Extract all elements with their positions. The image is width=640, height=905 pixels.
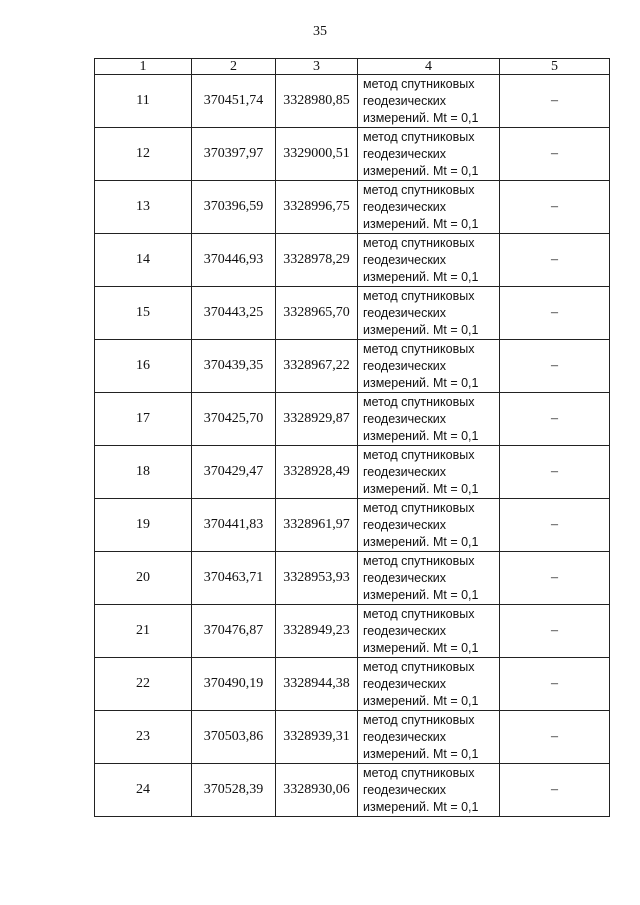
method-line: измерений. Mt = 0,1 [363, 640, 479, 655]
point-cell: 18 [95, 446, 192, 499]
note-cell: – [500, 75, 610, 128]
point-cell: 22 [95, 658, 192, 711]
x-coordinate-cell: 370446,93 [192, 234, 276, 287]
y-coordinate-cell: 3328928,49 [276, 446, 358, 499]
method-line: измерений. Mt = 0,1 [363, 693, 479, 708]
method-line: измерений. Mt = 0,1 [363, 746, 479, 761]
method-line: метод спутниковых [363, 76, 475, 91]
method-line: метод спутниковых [363, 500, 475, 515]
method-cell [358, 552, 500, 605]
method-cell [358, 181, 500, 234]
method-line: геодезических [363, 252, 447, 267]
y-coordinate-cell: 3329000,51 [276, 128, 358, 181]
point-cell: 16 [95, 340, 192, 393]
note-cell: – [500, 764, 610, 817]
y-coordinate-cell: 3328929,87 [276, 393, 358, 446]
method-line: метод спутниковых [363, 765, 475, 780]
coordinates-table [94, 58, 610, 817]
header-col-5: 5 [500, 59, 610, 75]
method-line: геодезических [363, 305, 447, 320]
note-cell: – [500, 393, 610, 446]
point-cell: 24 [95, 764, 192, 817]
y-coordinate-cell: 3328944,38 [276, 658, 358, 711]
method-line: геодезических [363, 146, 447, 161]
table-row [95, 234, 610, 287]
method-line: измерений. Mt = 0,1 [363, 428, 479, 443]
x-coordinate-cell: 370528,39 [192, 764, 276, 817]
method-cell [358, 446, 500, 499]
method-line: геодезических [363, 729, 447, 744]
table-row [95, 552, 610, 605]
method-line: метод спутниковых [363, 606, 475, 621]
method-line: геодезических [363, 570, 447, 585]
point-cell: 23 [95, 711, 192, 764]
method-cell [358, 75, 500, 128]
table-row [95, 711, 610, 764]
method-line: геодезических [363, 782, 447, 797]
method-line: метод спутниковых [363, 553, 475, 568]
method-line: геодезических [363, 93, 447, 108]
y-coordinate-cell: 3328967,22 [276, 340, 358, 393]
y-coordinate-cell: 3328930,06 [276, 764, 358, 817]
note-cell: – [500, 499, 610, 552]
y-coordinate-cell: 3328953,93 [276, 552, 358, 605]
method-line: геодезических [363, 411, 447, 426]
method-line: метод спутниковых [363, 129, 475, 144]
y-coordinate-cell: 3328965,70 [276, 287, 358, 340]
point-cell: 13 [95, 181, 192, 234]
y-coordinate-cell: 3328961,97 [276, 499, 358, 552]
table-row [95, 658, 610, 711]
point-cell: 19 [95, 499, 192, 552]
point-cell: 11 [95, 75, 192, 128]
method-line: геодезических [363, 358, 447, 373]
table-row [95, 764, 610, 817]
point-cell: 15 [95, 287, 192, 340]
note-cell: – [500, 181, 610, 234]
method-cell [358, 764, 500, 817]
method-line: метод спутниковых [363, 712, 475, 727]
note-cell: – [500, 287, 610, 340]
table-row [95, 128, 610, 181]
method-line: измерений. Mt = 0,1 [363, 587, 479, 602]
method-line: геодезических [363, 676, 447, 691]
note-cell: – [500, 711, 610, 764]
method-cell [358, 499, 500, 552]
point-cell: 20 [95, 552, 192, 605]
x-coordinate-cell: 370429,47 [192, 446, 276, 499]
method-cell [358, 287, 500, 340]
method-line: метод спутниковых [363, 394, 475, 409]
method-line: метод спутниковых [363, 182, 475, 197]
point-cell: 12 [95, 128, 192, 181]
table-row [95, 499, 610, 552]
method-line: измерений. Mt = 0,1 [363, 481, 479, 496]
x-coordinate-cell: 370503,86 [192, 711, 276, 764]
note-cell: – [500, 446, 610, 499]
method-line: метод спутниковых [363, 447, 475, 462]
method-line: измерений. Mt = 0,1 [363, 269, 479, 284]
x-coordinate-cell: 370476,87 [192, 605, 276, 658]
method-line: геодезических [363, 623, 447, 638]
point-cell: 14 [95, 234, 192, 287]
method-cell [358, 393, 500, 446]
table-row [95, 287, 610, 340]
method-cell [358, 340, 500, 393]
method-line: метод спутниковых [363, 341, 475, 356]
note-cell: – [500, 128, 610, 181]
table-row [95, 393, 610, 446]
note-cell: – [500, 234, 610, 287]
x-coordinate-cell: 370425,70 [192, 393, 276, 446]
table-body [95, 75, 610, 817]
page-number: 35 [313, 24, 327, 39]
point-cell: 21 [95, 605, 192, 658]
x-coordinate-cell: 370397,97 [192, 128, 276, 181]
y-coordinate-cell: 3328996,75 [276, 181, 358, 234]
method-cell [358, 711, 500, 764]
table-row [95, 181, 610, 234]
x-coordinate-cell: 370443,25 [192, 287, 276, 340]
method-line: метод спутниковых [363, 288, 475, 303]
method-cell [358, 128, 500, 181]
method-line: геодезических [363, 464, 447, 479]
header-col-3: 3 [276, 59, 358, 75]
note-cell: – [500, 605, 610, 658]
method-line: геодезических [363, 199, 447, 214]
point-cell: 17 [95, 393, 192, 446]
method-line: измерений. Mt = 0,1 [363, 216, 479, 231]
header-col-2: 2 [192, 59, 276, 75]
method-line: геодезических [363, 517, 447, 532]
note-cell: – [500, 658, 610, 711]
header-row [95, 59, 610, 75]
method-line: метод спутниковых [363, 235, 475, 250]
x-coordinate-cell: 370439,35 [192, 340, 276, 393]
y-coordinate-cell: 3328980,85 [276, 75, 358, 128]
note-cell: – [500, 552, 610, 605]
method-line: измерений. Mt = 0,1 [363, 534, 479, 549]
table-row [95, 340, 610, 393]
method-line: метод спутниковых [363, 659, 475, 674]
x-coordinate-cell: 370441,83 [192, 499, 276, 552]
x-coordinate-cell: 370490,19 [192, 658, 276, 711]
method-cell [358, 658, 500, 711]
x-coordinate-cell: 370451,74 [192, 75, 276, 128]
y-coordinate-cell: 3328949,23 [276, 605, 358, 658]
method-cell [358, 234, 500, 287]
method-line: измерений. Mt = 0,1 [363, 799, 479, 814]
method-line: измерений. Mt = 0,1 [363, 163, 479, 178]
y-coordinate-cell: 3328939,31 [276, 711, 358, 764]
y-coordinate-cell: 3328978,29 [276, 234, 358, 287]
header-col-1: 1 [95, 59, 192, 75]
method-line: измерений. Mt = 0,1 [363, 375, 479, 390]
table-row [95, 446, 610, 499]
table-row [95, 75, 610, 128]
note-cell: – [500, 340, 610, 393]
method-cell [358, 605, 500, 658]
method-line: измерений. Mt = 0,1 [363, 322, 479, 337]
x-coordinate-cell: 370463,71 [192, 552, 276, 605]
table-row [95, 605, 610, 658]
method-line: измерений. Mt = 0,1 [363, 110, 479, 125]
header-col-4: 4 [358, 59, 500, 75]
x-coordinate-cell: 370396,59 [192, 181, 276, 234]
